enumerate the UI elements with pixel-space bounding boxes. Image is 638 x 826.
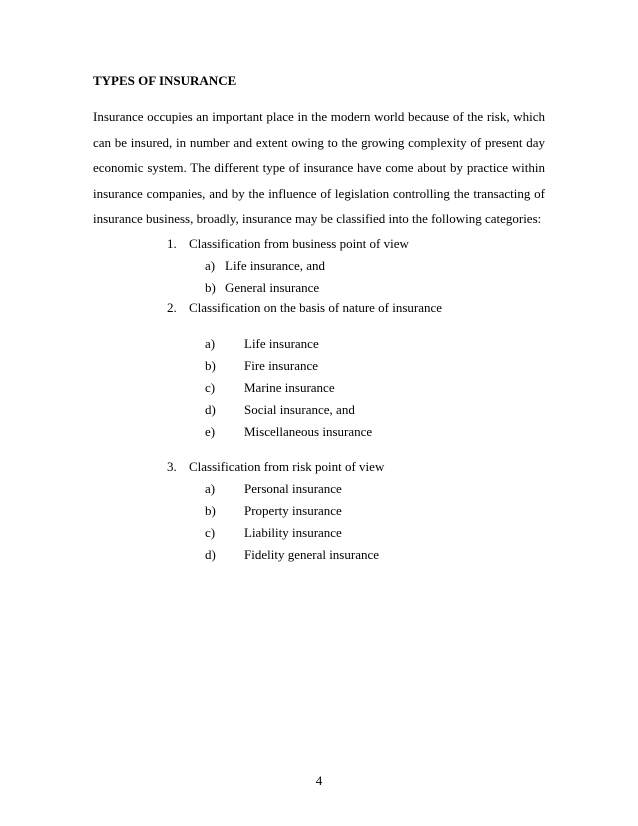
classification-2-title [167,300,442,316]
list-item-text: Miscellaneous insurance [244,424,373,439]
list-number: 1. [167,236,177,251]
list-letter: a) [205,258,216,273]
list-title: Classification from business point of view [189,236,409,251]
paragraph-line: insurance companies, and by the influence of legislation controlling the transacting of [93,185,545,201]
list-item [205,258,325,274]
paragraph-line: can be insured, in number and extent owing to the growing complexity of present day [93,134,545,150]
list-item [0,503,638,521]
paragraph-line: insurance business, broadly, insurance may be classified into the following categories: [93,211,542,227]
list-number: 2. [167,300,177,315]
list-letter: b) [205,503,216,518]
list-item [0,380,638,398]
classification-3-title [167,459,384,475]
list-item [0,525,638,543]
list-item-text: General insurance [225,280,320,295]
paragraph-line: economic system. The different type of insurance have come about by practice within [93,160,545,176]
section-heading: TYPES OF INSURANCE [93,73,237,88]
list-letter: d) [205,547,216,562]
list-item-text: Life insurance, and [225,258,325,273]
list-letter: a) [205,481,216,496]
list-item [0,402,638,420]
list-letter: a) [205,336,216,351]
intro-paragraph [93,104,545,232]
list-item-text: Fidelity general insurance [244,547,380,562]
list-item-text: Social insurance, and [244,402,355,417]
list-item-text: Personal insurance [244,481,342,496]
list-letter: c) [205,525,216,540]
list-letter: d) [205,402,216,417]
list-item-text: Property insurance [244,503,342,518]
classification-1-title [167,236,409,252]
list-item [0,336,638,354]
list-item [0,481,638,499]
list-letter: b) [205,280,216,295]
list-item [0,424,638,442]
list-title: Classification from risk point of view [189,459,385,474]
list-item-text: Marine insurance [244,380,335,395]
list-letter: e) [205,424,216,439]
list-item [0,547,638,565]
page-number: 4 [315,773,323,788]
list-title: Classification on the basis of nature of insurance [189,300,443,315]
list-letter: c) [205,380,216,395]
list-item [0,358,638,376]
list-number: 3. [167,459,177,474]
list-item-text: Liability insurance [244,525,342,540]
paragraph-line: Insurance occupies an important place in the modern world because of the risk, which [93,109,545,124]
list-item-text: Fire insurance [244,358,319,373]
list-letter: b) [205,358,216,373]
list-item-text: Life insurance [244,336,319,351]
list-item [205,280,319,296]
